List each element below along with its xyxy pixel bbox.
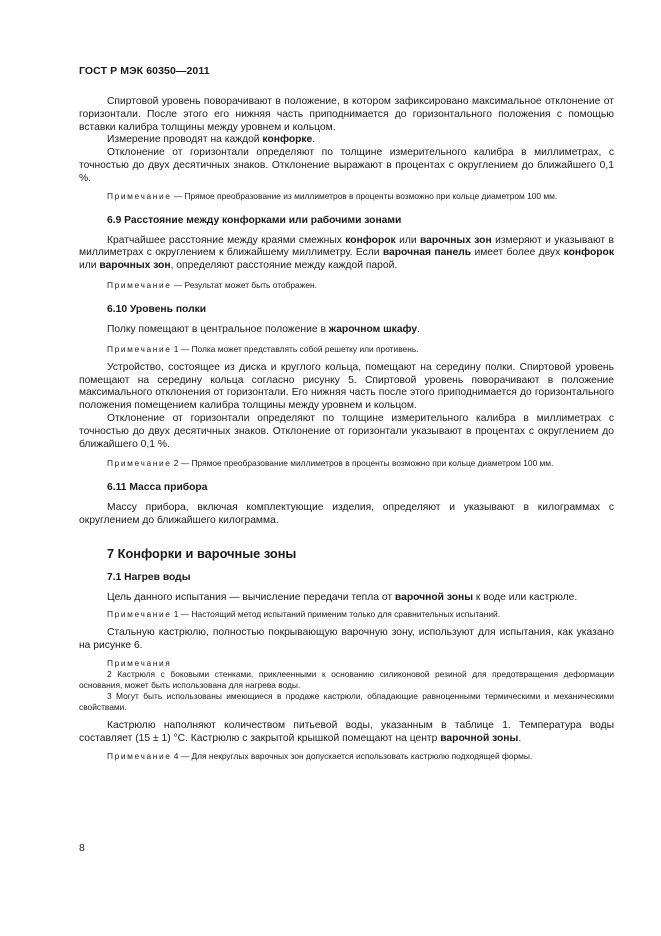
note: 2 Кастрюля с боковыми стенками, приклеенными к основанию силиконовой резиной для предотвращения деформации основания, может быть использована для нагрева воды.: [79, 669, 614, 691]
note: 3 Могут быть использованы имеющиеся в продаже кастрюли, обладающие равноценными термическими и механическими свойствами.: [79, 691, 614, 713]
note: Примечание 4 — Для некруглых варочных зон допускается использовать кастрюлю подходящей формы.: [107, 750, 533, 761]
paragraph: Спиртовой уровень поворачивают в положение, в котором зафиксировано максимальное отклонение от горизонтали. После этого его нижняя часть приподнимается до горизонтального положения с помощью вставки калибра толщины между уровнем и кольцом.: [79, 96, 614, 133]
document-header: ГОСТ Р МЭК 60350—2011: [79, 65, 210, 77]
paragraph: Полку помещают в центральное положение в жарочном шкафу.: [107, 323, 421, 335]
chapter-heading: 7 Конфорки и варочные зоны: [107, 545, 297, 561]
paragraph: Кратчайшее расстояние между краями смежных конфорок или варочных зон измеряют и указывают в миллиметрах с округлением к ближайшему миллиметру. Если варочная панель имеет более двух конфорок или варочных зон, определяют расстояние между каждой парой.: [79, 234, 614, 272]
paragraph: Измерение проводят на каждой конфорке.: [107, 134, 316, 146]
note: Примечание 1 — Настоящий метод испытаний применим только для сравнительных испытаний.: [107, 608, 501, 619]
paragraph: Отклонение от горизонтали определяют по толщине измерительного калибра в миллиметрах с точностью до двух десятичных знаков. Отклонение от горизонтали указывают в процентах с округлением до ближайшего 0,1 %.: [79, 412, 614, 450]
note: Примечание — Результат может быть отображен.: [107, 279, 317, 290]
paragraph: Отклонение от горизонтали определяют по толщине измерительного калибра в миллиметрах, с точностью до двух десятичных знаков. Отклонение выражают в процентах с округлением до ближайшего 0,1 %.: [79, 147, 614, 184]
section-heading: 7.1 Нагрев воды: [107, 571, 191, 583]
page-number: 8: [79, 842, 85, 854]
paragraph: Цель данного испытания — вычисление передачи тепла от варочной зоны к воде или кастрюле.: [107, 591, 578, 603]
note: Примечание 2 — Прямое преобразование миллиметров в проценты возможно при кольце диаметром 100 мм.: [107, 458, 554, 469]
section-heading: 6.10 Уровень полки: [107, 303, 207, 315]
paragraph: Стальную кастрюлю, полностью покрывающую варочную зону, используют для испытания, как указано на рисунке 6.: [79, 626, 614, 651]
page-content: [79, 96, 614, 762]
notes-label: Примечания: [107, 658, 172, 669]
paragraph: Массу прибора, включая комплектующие изделия, определяют и указывают в килограммах с округлением до ближайшего килограмма.: [79, 502, 614, 527]
note: Примечание 1 — Полка может представлять собой решетку или противень.: [107, 343, 419, 354]
paragraph: Кастрюлю наполняют количеством питьевой воды, указанным в таблице 1. Температура воды составляет (15 ± 1) °С. Кастрюлю с закрытой крышкой помещают на центр варочной зоны.: [79, 720, 614, 745]
section-heading: 6.11 Масса прибора: [107, 482, 208, 494]
section-heading: 6.9 Расстояние между конфорками или рабочими зонами: [107, 214, 402, 226]
note: Примечание — Прямое преобразование из миллиметров в проценты возможно при кольце диаметром 100 мм.: [107, 190, 558, 201]
paragraph: Устройство, состоящее из диска и круглого кольца, помещают на середину полки. Спиртовой уровень помещают на середину кольца согласно рисунку 5. Спиртовой уровень поворачивают в положение максимального отклонения от горизонтали. Его нижняя часть после этого приподнимается до горизонтального положения помещением калибра толщины между уровнем и кольцом.: [79, 361, 614, 412]
